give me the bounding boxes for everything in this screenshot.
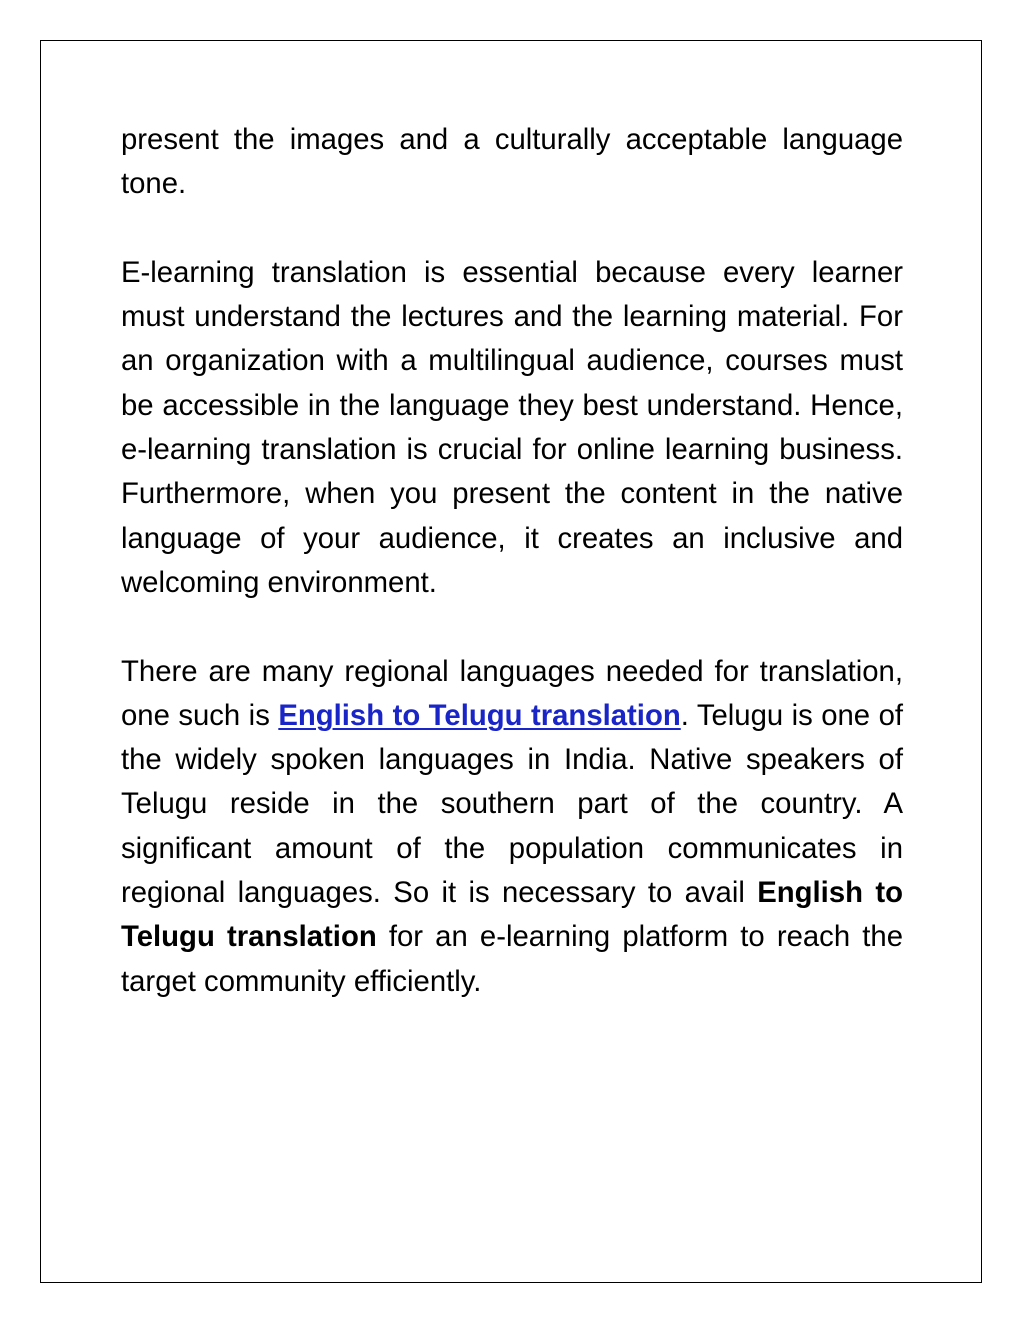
paragraph-1-text: present the images and a culturally acceptable language tone.: [121, 123, 903, 201]
document-body: [121, 118, 903, 1004]
paragraph-2: [121, 251, 903, 605]
paragraph-3-bold-phrase: English to Telugu translation: [121, 876, 904, 954]
paragraph-2-text: E-learning translation is essential because every learner must understand the lectures and the learning material. For an organization with a multilingual audience, courses must be accessible in the language they best understand. Hence, e-learning translation is crucial for online learning business. Furthermore, when you present the content in the native language of your audience, it creates an inclusive and welcoming environment.: [121, 255, 903, 599]
paragraph-1: [121, 118, 903, 207]
paragraph-3-text-end: for an e-learning platform to reach the target community efficiently.: [121, 920, 903, 998]
paragraph-3-text-after-link: . Telugu is one of the widely spoken languages in India. Native speakers of Telugu reside in the southern part of the country. A significant amount of the population communicates in regional languages. So it is necessary to avail: [121, 698, 903, 910]
paragraph-3-text-before-link: There are many regional languages needed for translation, one such is: [121, 654, 903, 732]
english-to-telugu-translation-link[interactable]: English to Telugu translation: [278, 698, 681, 732]
paragraph-3: [121, 650, 903, 1004]
